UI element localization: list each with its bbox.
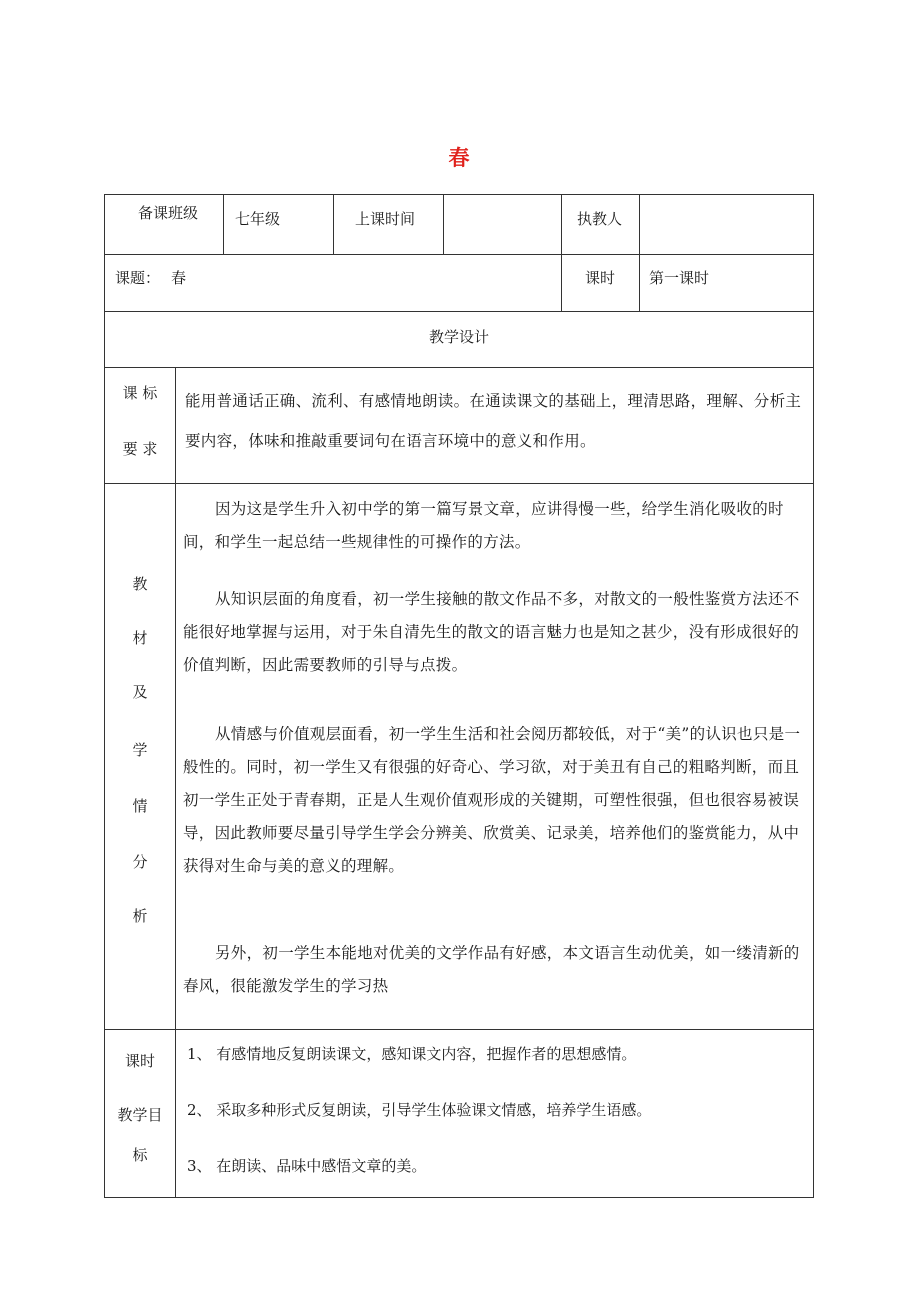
- time-label: 上课时间: [355, 210, 416, 228]
- goal-item: 2、 采取多种形式反复朗读，引导学生体验课文情感，培养学生语感。: [187, 1101, 652, 1119]
- col-divider: [333, 195, 334, 254]
- goals-label-3: 标: [132, 1146, 148, 1164]
- col-divider: [223, 195, 224, 254]
- col-divider: [561, 195, 562, 254]
- analysis-label-char: 析: [132, 907, 148, 925]
- analysis-paragraph: 从情感与价值观层面看，初一学生生活和社会阅历都较低，对于“美”的认识也只是一般性的。同时，初一学生又有很强的好奇心、学习欲，对于美丑有自己的粗略判断，而且初一学生正处于青春期，正是人生观价值观形成的关键期，可塑性很强，但也很容易被误导，因此教师要尽量引导学生学会分辨美、欣赏美、记录美，培养他们的鉴赏能力，从中获得对生命与美的意义的理解。: [183, 725, 801, 875]
- period-value: 第一课时: [649, 269, 710, 287]
- col-divider: [175, 367, 176, 1197]
- analysis-label-char: 学: [132, 741, 148, 759]
- standards-text: 能用普通话正确、流利、有感情地朗读。在通读课文的基础上，理清思路，理解、分析主要内容，体味和推敲重要词句在语言环境中的意义和作用。: [185, 392, 802, 450]
- goals-label-2: 教学目: [117, 1106, 163, 1124]
- row-divider: [105, 1029, 813, 1030]
- analysis-label-char: 及: [132, 683, 148, 701]
- standards-label-2: 要 求: [122, 440, 158, 458]
- goals-label-1: 课时: [124, 1052, 155, 1070]
- class-label: 备课班级: [138, 204, 199, 222]
- row-divider: [105, 367, 813, 368]
- analysis-paragraph: 另外，初一学生本能地对优美的文学作品有好感，本文语言生动优美，如一缕清新的春风，很能激发学生的学习热: [183, 944, 800, 995]
- lesson-plan-table: [104, 194, 814, 1198]
- period-label: 课时: [585, 269, 616, 287]
- row-divider: [105, 311, 813, 312]
- teacher-label: 执教人: [577, 210, 623, 228]
- analysis-paragraph: 因为这是学生升入初中学的第一篇写景文章，应讲得慢一些，给学生消化吸收的时间，和学生一起总结一些规律性的可操作的方法。: [183, 500, 784, 551]
- design-header: 教学设计: [428, 328, 489, 346]
- col-divider: [639, 195, 640, 254]
- goal-item: 1、 有感情地反复朗读课文，感知课文内容，把握作者的思想感情。: [187, 1045, 637, 1063]
- analysis-paragraph: 从知识层面的角度看，初一学生接触的散文作品不多，对散文的一般性鉴赏方法还不能很好地掌握与运用，对于朱自清先生的散文的语言魅力也是知之甚少，没有形成很好的价值判断，因此需要教师的引导与点拨。: [183, 590, 800, 674]
- analysis-label-char: 教: [132, 575, 148, 593]
- analysis-label-char: 情: [132, 797, 148, 815]
- row-divider: [105, 254, 813, 255]
- col-divider: [443, 195, 444, 254]
- page-title: 春: [448, 145, 472, 170]
- col-divider: [561, 254, 562, 311]
- analysis-label-char: 分: [132, 853, 148, 871]
- class-value: 七年级: [235, 210, 281, 228]
- col-divider: [639, 254, 640, 311]
- topic-value: 春: [171, 269, 187, 287]
- row-divider: [105, 483, 813, 484]
- analysis-label-char: 材: [132, 629, 148, 647]
- standards-label-1: 课 标: [122, 384, 158, 402]
- topic-label: 课题：: [115, 269, 161, 287]
- goal-item: 3、 在朗读、品味中感悟文章的美。: [187, 1157, 427, 1175]
